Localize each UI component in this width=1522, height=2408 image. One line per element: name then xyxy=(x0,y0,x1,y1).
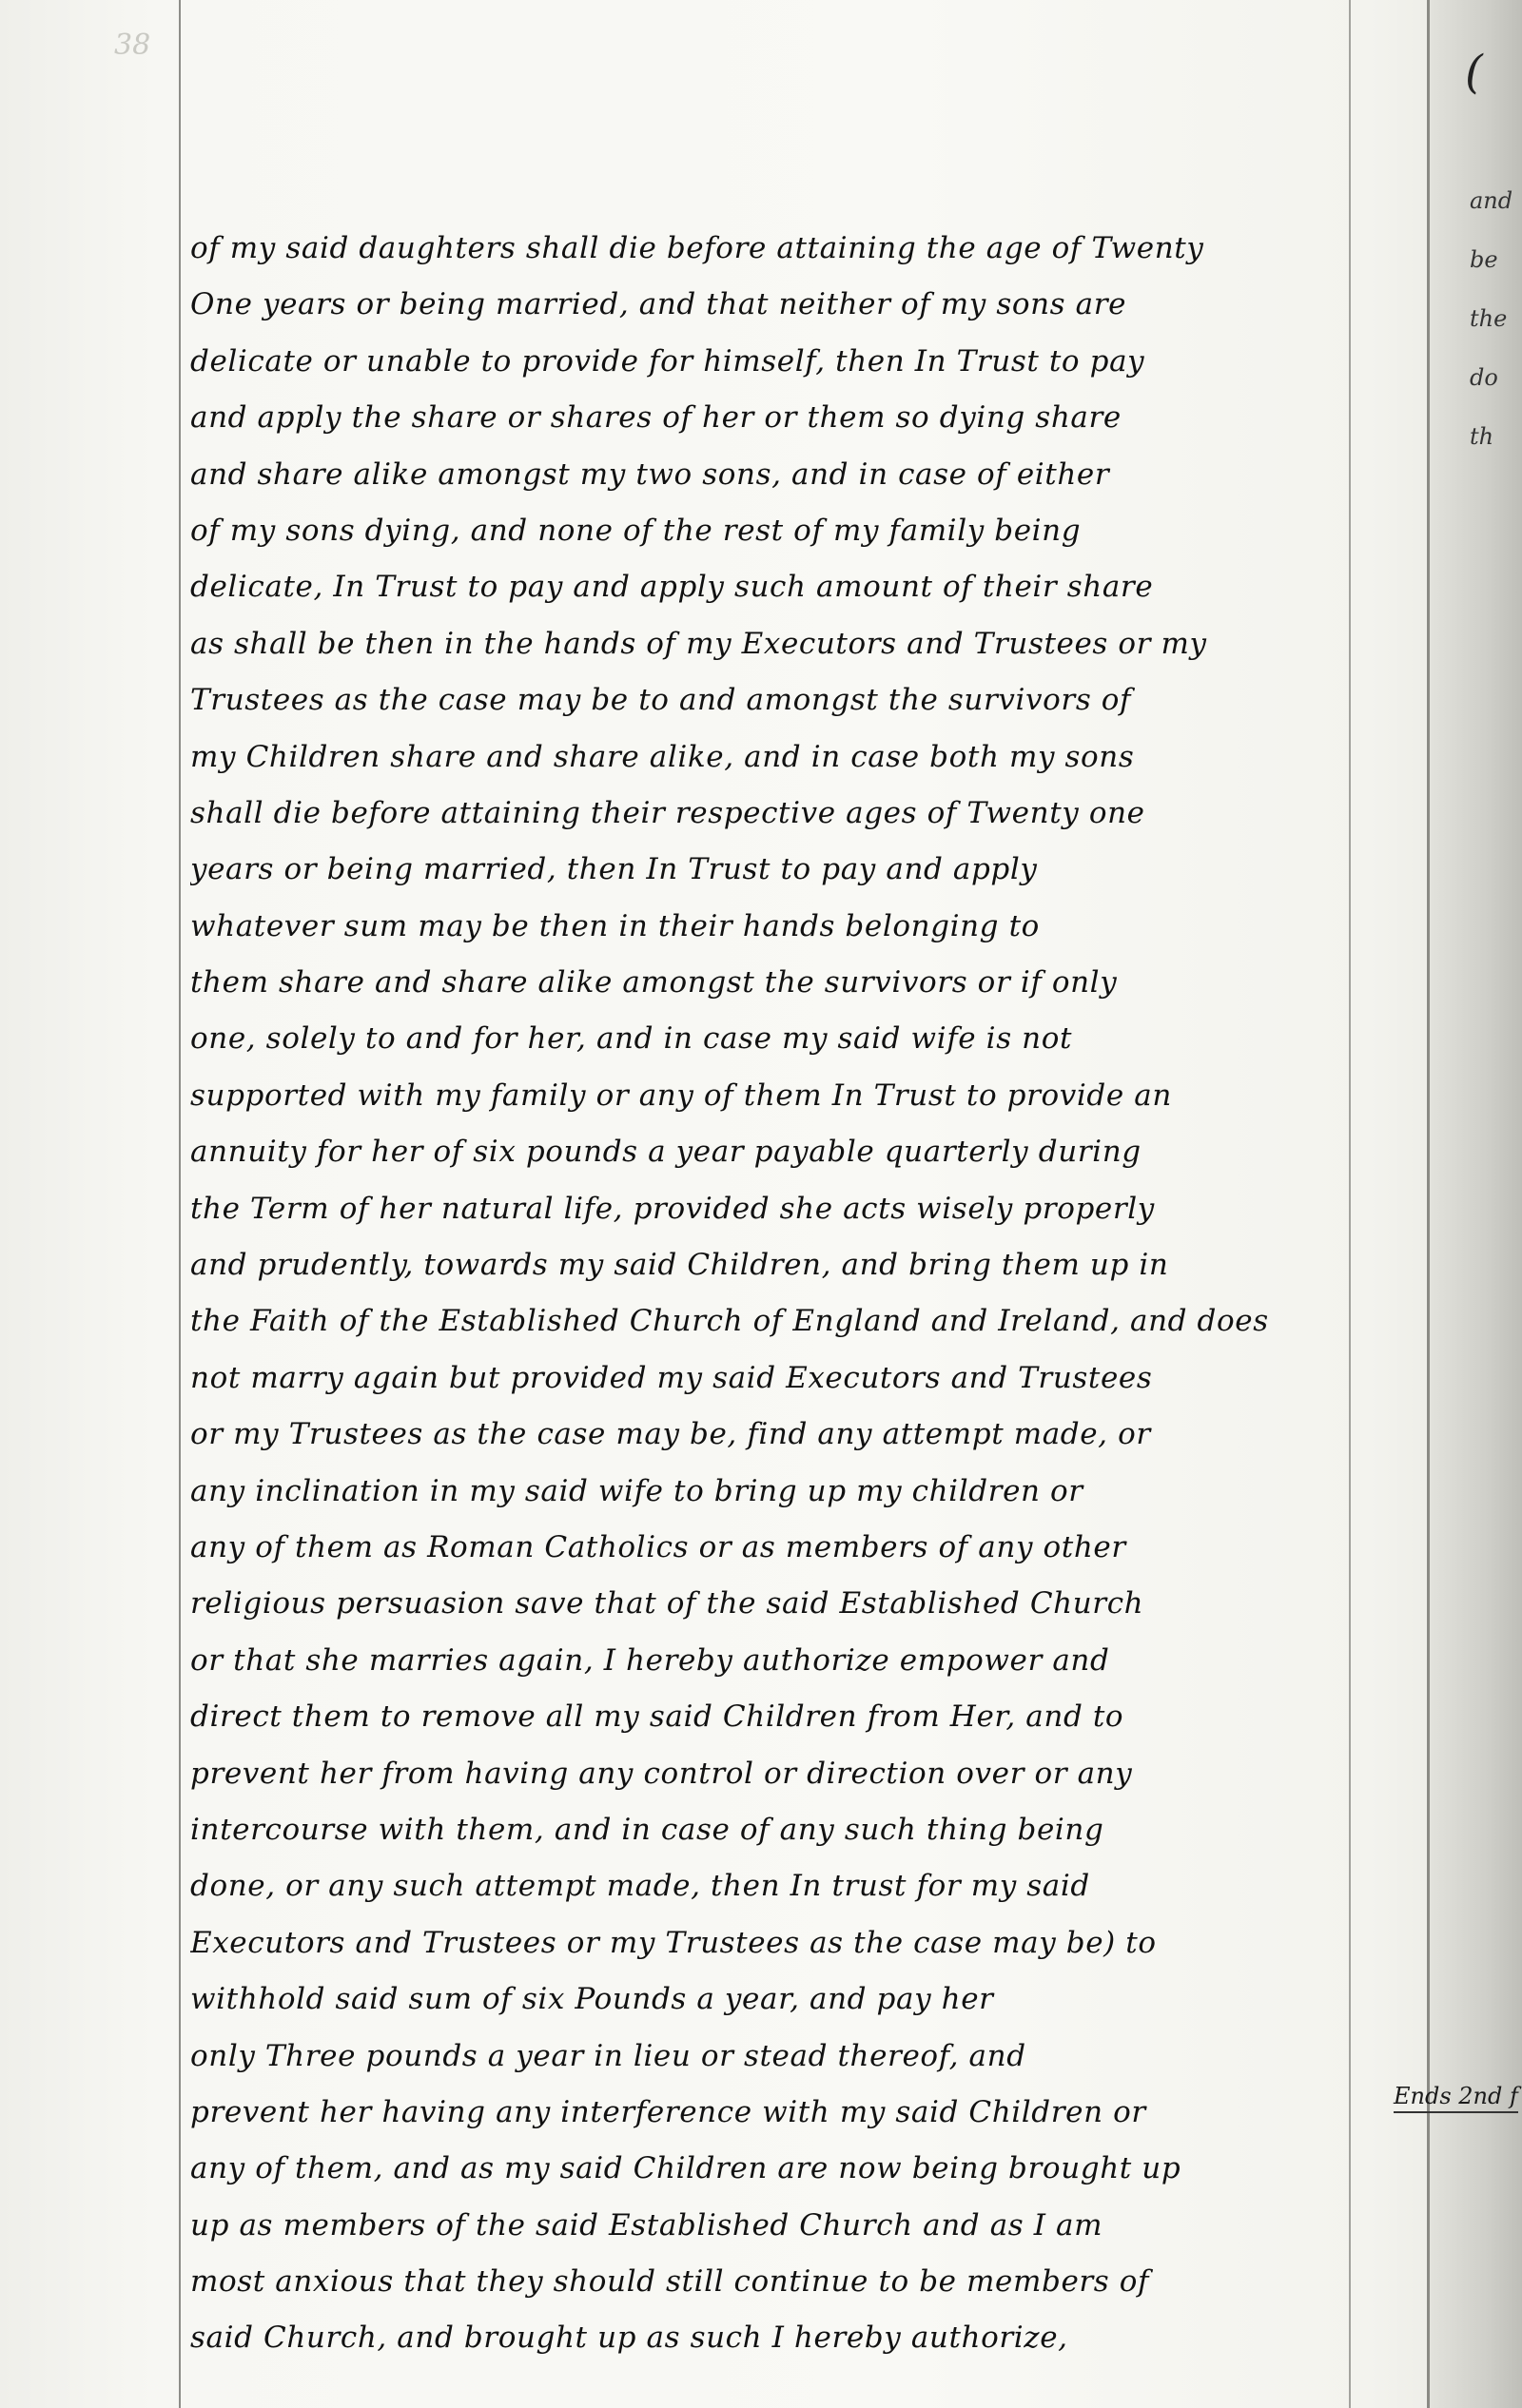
adjacent-page-fragment xyxy=(1470,643,1522,702)
text-line: one, solely to and for her, and in case my said wife is not xyxy=(190,1021,1073,1057)
adjacent-page-fragment xyxy=(1470,997,1522,1056)
text-line: or my Trustees as the case may be, find any attempt made, or xyxy=(190,1417,1151,1452)
text-line: years or being married, then In Trust to pay and apply xyxy=(190,852,1038,887)
adjacent-page-fragment: the xyxy=(1470,305,1508,332)
adjacent-page-fragment xyxy=(1470,820,1522,879)
adjacent-page-fragment xyxy=(1470,1056,1522,1115)
top-bracket-mark: ( xyxy=(1465,46,1483,99)
text-line: any inclination in my said wife to bring up my children or xyxy=(190,1473,1083,1508)
adjacent-page-fragment xyxy=(1470,938,1522,997)
text-line: not marry again but provided my said Executors and Trustees xyxy=(190,1360,1153,1395)
text-line: religious persuasion save that of the said Established Church xyxy=(190,1586,1144,1622)
adjacent-page-fragment xyxy=(1470,525,1522,584)
adjacent-page-fragment xyxy=(1470,466,1522,525)
text-line: and prudently, towards my said Children, and bring them up in xyxy=(190,1248,1169,1283)
text-line: done, or any such attempt made, then In trust for my said xyxy=(190,1869,1090,1904)
text-line: Executors and Trustees or my Trustees as the case may be) to xyxy=(190,1925,1157,1960)
text-line: said Church, and brought up as such I hereby authorize, xyxy=(190,2321,1068,2356)
text-line: Trustees as the case may be to and amongst the survivors of xyxy=(190,683,1132,718)
text-line: or that she marries again, I hereby authorize empower and xyxy=(190,1642,1110,1678)
text-line: delicate, In Trust to pay and apply such amount of their share xyxy=(190,570,1154,605)
text-line: any of them as Roman Catholics or as members of any other xyxy=(190,1529,1126,1564)
text-line: and apply the share or shares of her or them so dying share xyxy=(190,400,1122,436)
handwritten-text-block xyxy=(190,221,1346,2367)
text-line: direct them to remove all my said Children from Her, and to xyxy=(190,1699,1124,1735)
text-line: only Three pounds a year in lieu or stead thereof, and xyxy=(190,2038,1026,2073)
text-line: the Faith of the Established Church of England and Ireland, and does xyxy=(190,1304,1269,1339)
left-margin-rule xyxy=(179,0,181,2408)
page-number: 38 xyxy=(114,29,151,62)
adjacent-page-fragment xyxy=(1470,584,1522,643)
text-line: of my said daughters shall die before attaining the age of Twenty xyxy=(190,231,1204,265)
adjacent-page-fragments xyxy=(1470,171,1522,1115)
text-line: prevent her having any interference with my said Children or xyxy=(190,2094,1146,2129)
text-line: withhold said sum of six Pounds a year, and pay her xyxy=(190,1982,994,2017)
adjacent-page-fragment: and xyxy=(1470,187,1513,214)
text-line: the Term of her natural life, provided she acts wisely properly xyxy=(190,1191,1155,1226)
adjacent-page-fragment: do xyxy=(1470,364,1498,391)
adjacent-page-fragment xyxy=(1470,702,1522,761)
adjacent-page-fragment xyxy=(1470,761,1522,820)
text-line: supported with my family or any of them In Trust to provide an xyxy=(190,1078,1172,1113)
text-line: shall die before attaining their respective ages of Twenty one xyxy=(190,795,1145,830)
right-margin-rule xyxy=(1349,0,1351,2408)
text-line: any of them, and as my said Children are now being brought up xyxy=(190,2151,1181,2186)
text-line: delicate or unable to provide for himself, then In Trust to pay xyxy=(190,343,1145,379)
text-line: annuity for her of six pounds a year payable quarterly during xyxy=(190,1135,1142,1170)
text-line: them share and share alike amongst the survivors or if only xyxy=(190,965,1118,1000)
text-line: prevent her from having any control or direction over or any xyxy=(190,1756,1133,1791)
text-line: my Children share and share alike, and in case both my sons xyxy=(190,739,1135,774)
text-line: and share alike amongst my two sons, and in case of either xyxy=(190,456,1110,492)
text-line: most anxious that they should still continue to be members of xyxy=(190,2264,1150,2300)
text-line: of my sons dying, and none of the rest of my family being xyxy=(190,513,1082,548)
text-line: up as members of the said Established Church and as I am xyxy=(190,2207,1103,2243)
adjacent-page-fragment xyxy=(1470,879,1522,938)
text-line: intercourse with them, and in case of any such thing being xyxy=(190,1812,1104,1847)
adjacent-page-fragment: th xyxy=(1470,423,1494,450)
adjacent-page-fragment: be xyxy=(1470,246,1498,273)
margin-note: Ends 2nd f xyxy=(1394,2083,1518,2113)
text-line: One years or being married, and that neither of my sons are xyxy=(190,287,1127,322)
text-line: as shall be then in the hands of my Executors and Trustees or my xyxy=(190,626,1207,661)
text-line: whatever sum may be then in their hands belonging to xyxy=(190,908,1040,943)
